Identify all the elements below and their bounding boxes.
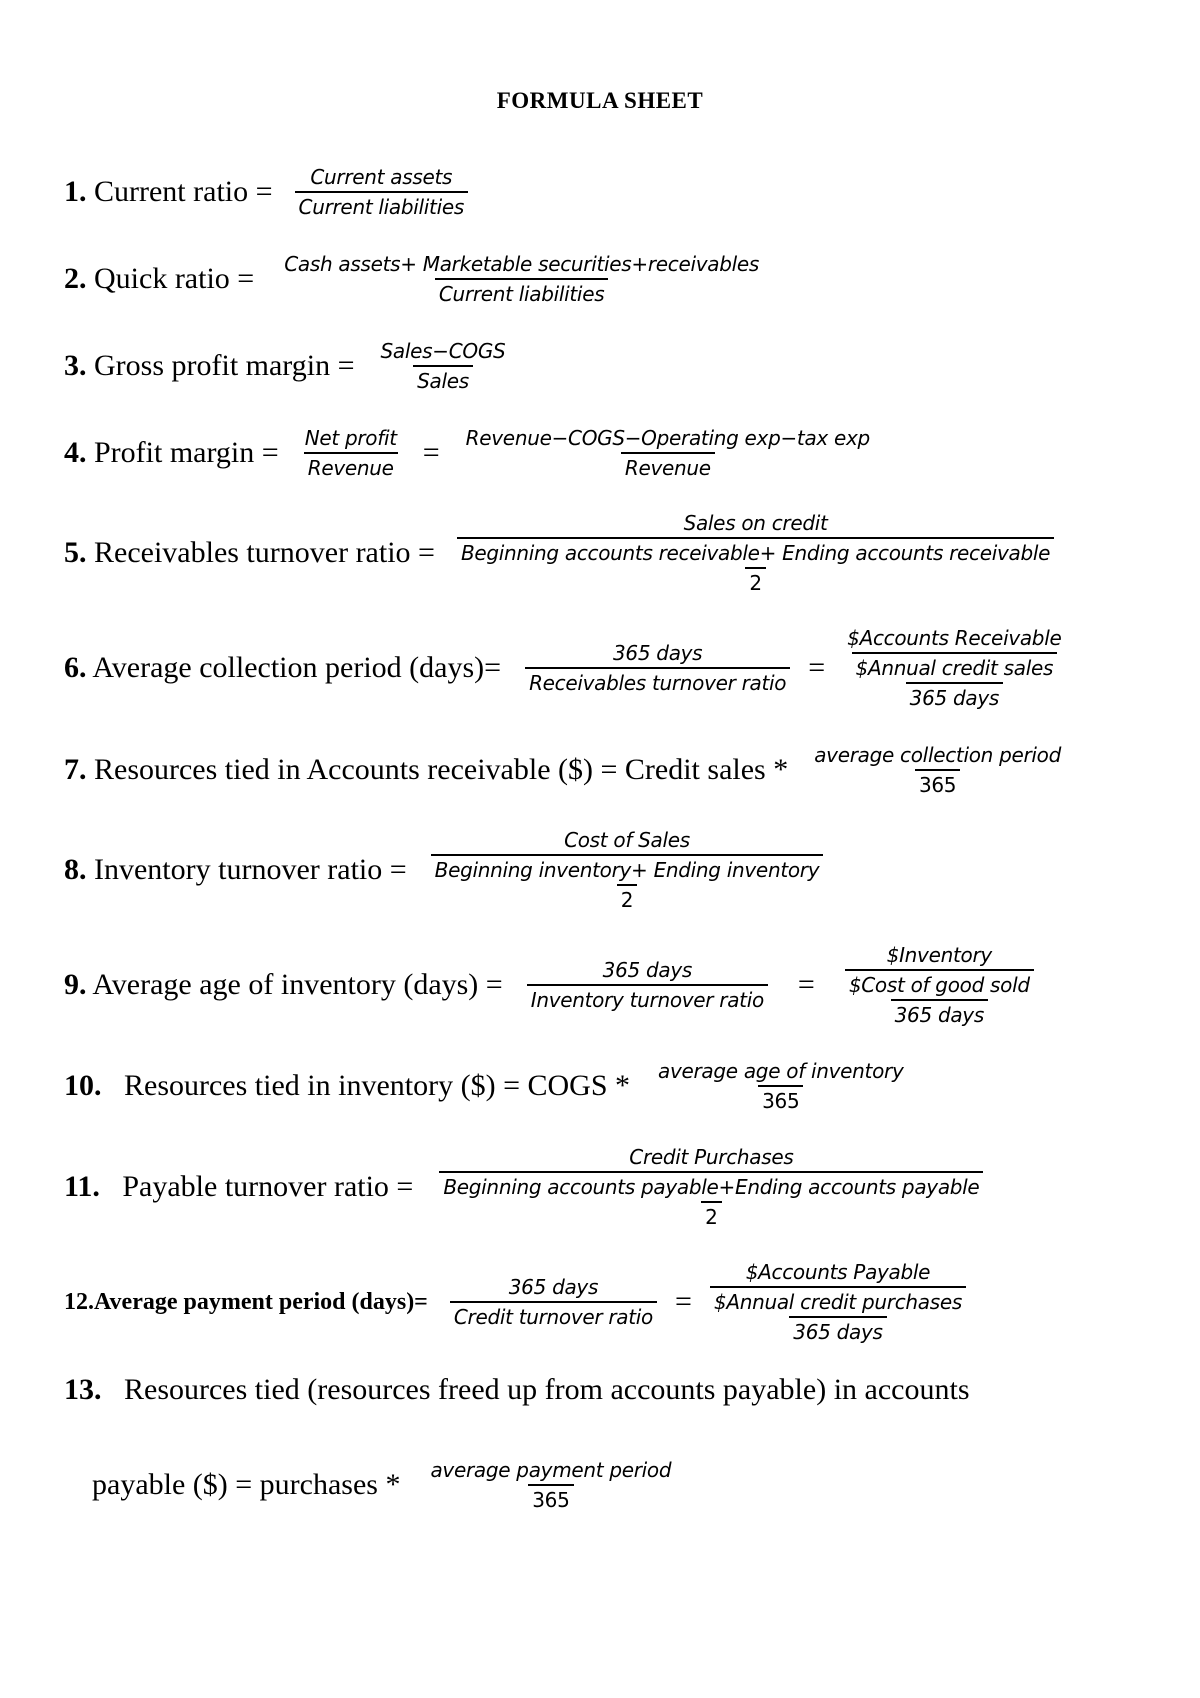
formula-label: 6. Average collection period (days)= bbox=[64, 651, 502, 684]
fraction: $Accounts Receivable $Annual credit sales 365 days bbox=[847, 626, 1062, 710]
formula-label: 12.Average payment period (days)= bbox=[64, 1289, 428, 1315]
fraction: $\frac{\text{Net profit}}{\text{Revenue}}$ bbox=[304, 426, 397, 480]
fraction: Sales on credit Beginning accounts receivable+ Ending accounts receivable 2 bbox=[457, 511, 1054, 595]
fraction: $Accounts Payable $Annual credit purchases 365 days bbox=[710, 1260, 966, 1344]
fraction: $\frac{\text{average payment period}}{365}$ bbox=[430, 1458, 672, 1512]
fraction: $\frac{\text{365 days}}{\text{Credit turnover ratio}}$ bbox=[450, 1275, 657, 1329]
fraction: $Inventory $Cost of good sold 365 days bbox=[845, 943, 1034, 1027]
formula-label: payable ($) = purchases * bbox=[92, 1468, 401, 1501]
formula-label: 5. Receivables turnover ratio = bbox=[64, 536, 435, 569]
fraction: Credit Purchases Beginning accounts payable+Ending accounts payable 2 bbox=[439, 1145, 983, 1229]
fraction: $\frac{\text{average collection period}}{365}$ bbox=[814, 743, 1061, 797]
formula-label: 8. Inventory turnover ratio = bbox=[64, 853, 407, 886]
formula-label: 2. Quick ratio = bbox=[64, 262, 255, 295]
formula-label: 11. Payable turnover ratio = bbox=[64, 1170, 414, 1203]
formula-label: 13. Resources tied (resources freed up from accounts payable) in accounts bbox=[64, 1373, 970, 1406]
fraction: $\frac{\text{Current assets}}{\text{Current liabilities}}$ bbox=[295, 165, 468, 219]
equals-sign: = bbox=[808, 651, 826, 684]
fraction: $\frac{\text{Sales−COGS}}{\text{Sales}}$ bbox=[380, 339, 506, 393]
page-title: FORMULA SHEET bbox=[496, 88, 704, 113]
equals-sign: = bbox=[797, 968, 815, 1001]
formula-label: 7. Resources tied in Accounts receivable ($) = Credit sales * bbox=[64, 753, 789, 786]
formula-label: 9. Average age of inventory (days) = bbox=[64, 968, 503, 1001]
formula-label: 3. Gross profit margin = bbox=[64, 349, 355, 382]
fraction: $\frac{\text{Cash assets+ Marketable securities+receivables}}{\text{Current liabilities}}$ bbox=[284, 252, 760, 306]
fraction: $\frac{\text{365 days}}{\text{Receivables turnover ratio}}$ bbox=[525, 641, 790, 695]
formula-label: 10. Resources tied in inventory ($) = COGS * bbox=[64, 1069, 631, 1102]
fraction: $\frac{\text{Revenue−COGS−Operating exp−tax exp}}{\text{Revenue}}$ bbox=[465, 426, 870, 480]
equals-sign: = bbox=[675, 1285, 692, 1318]
fraction: Cost of Sales Beginning inventory+ Ending inventory 2 bbox=[431, 828, 824, 912]
fraction: $\frac{\text{365 days}}{\text{Inventory turnover ratio}}$ bbox=[527, 958, 768, 1012]
equals-sign: = bbox=[422, 436, 440, 469]
formula-label: 1. Current ratio = bbox=[64, 175, 273, 208]
fraction: $\frac{\text{average age of inventory}}{365}$ bbox=[658, 1059, 904, 1113]
formula-label: 4. Profit margin = bbox=[64, 436, 279, 469]
